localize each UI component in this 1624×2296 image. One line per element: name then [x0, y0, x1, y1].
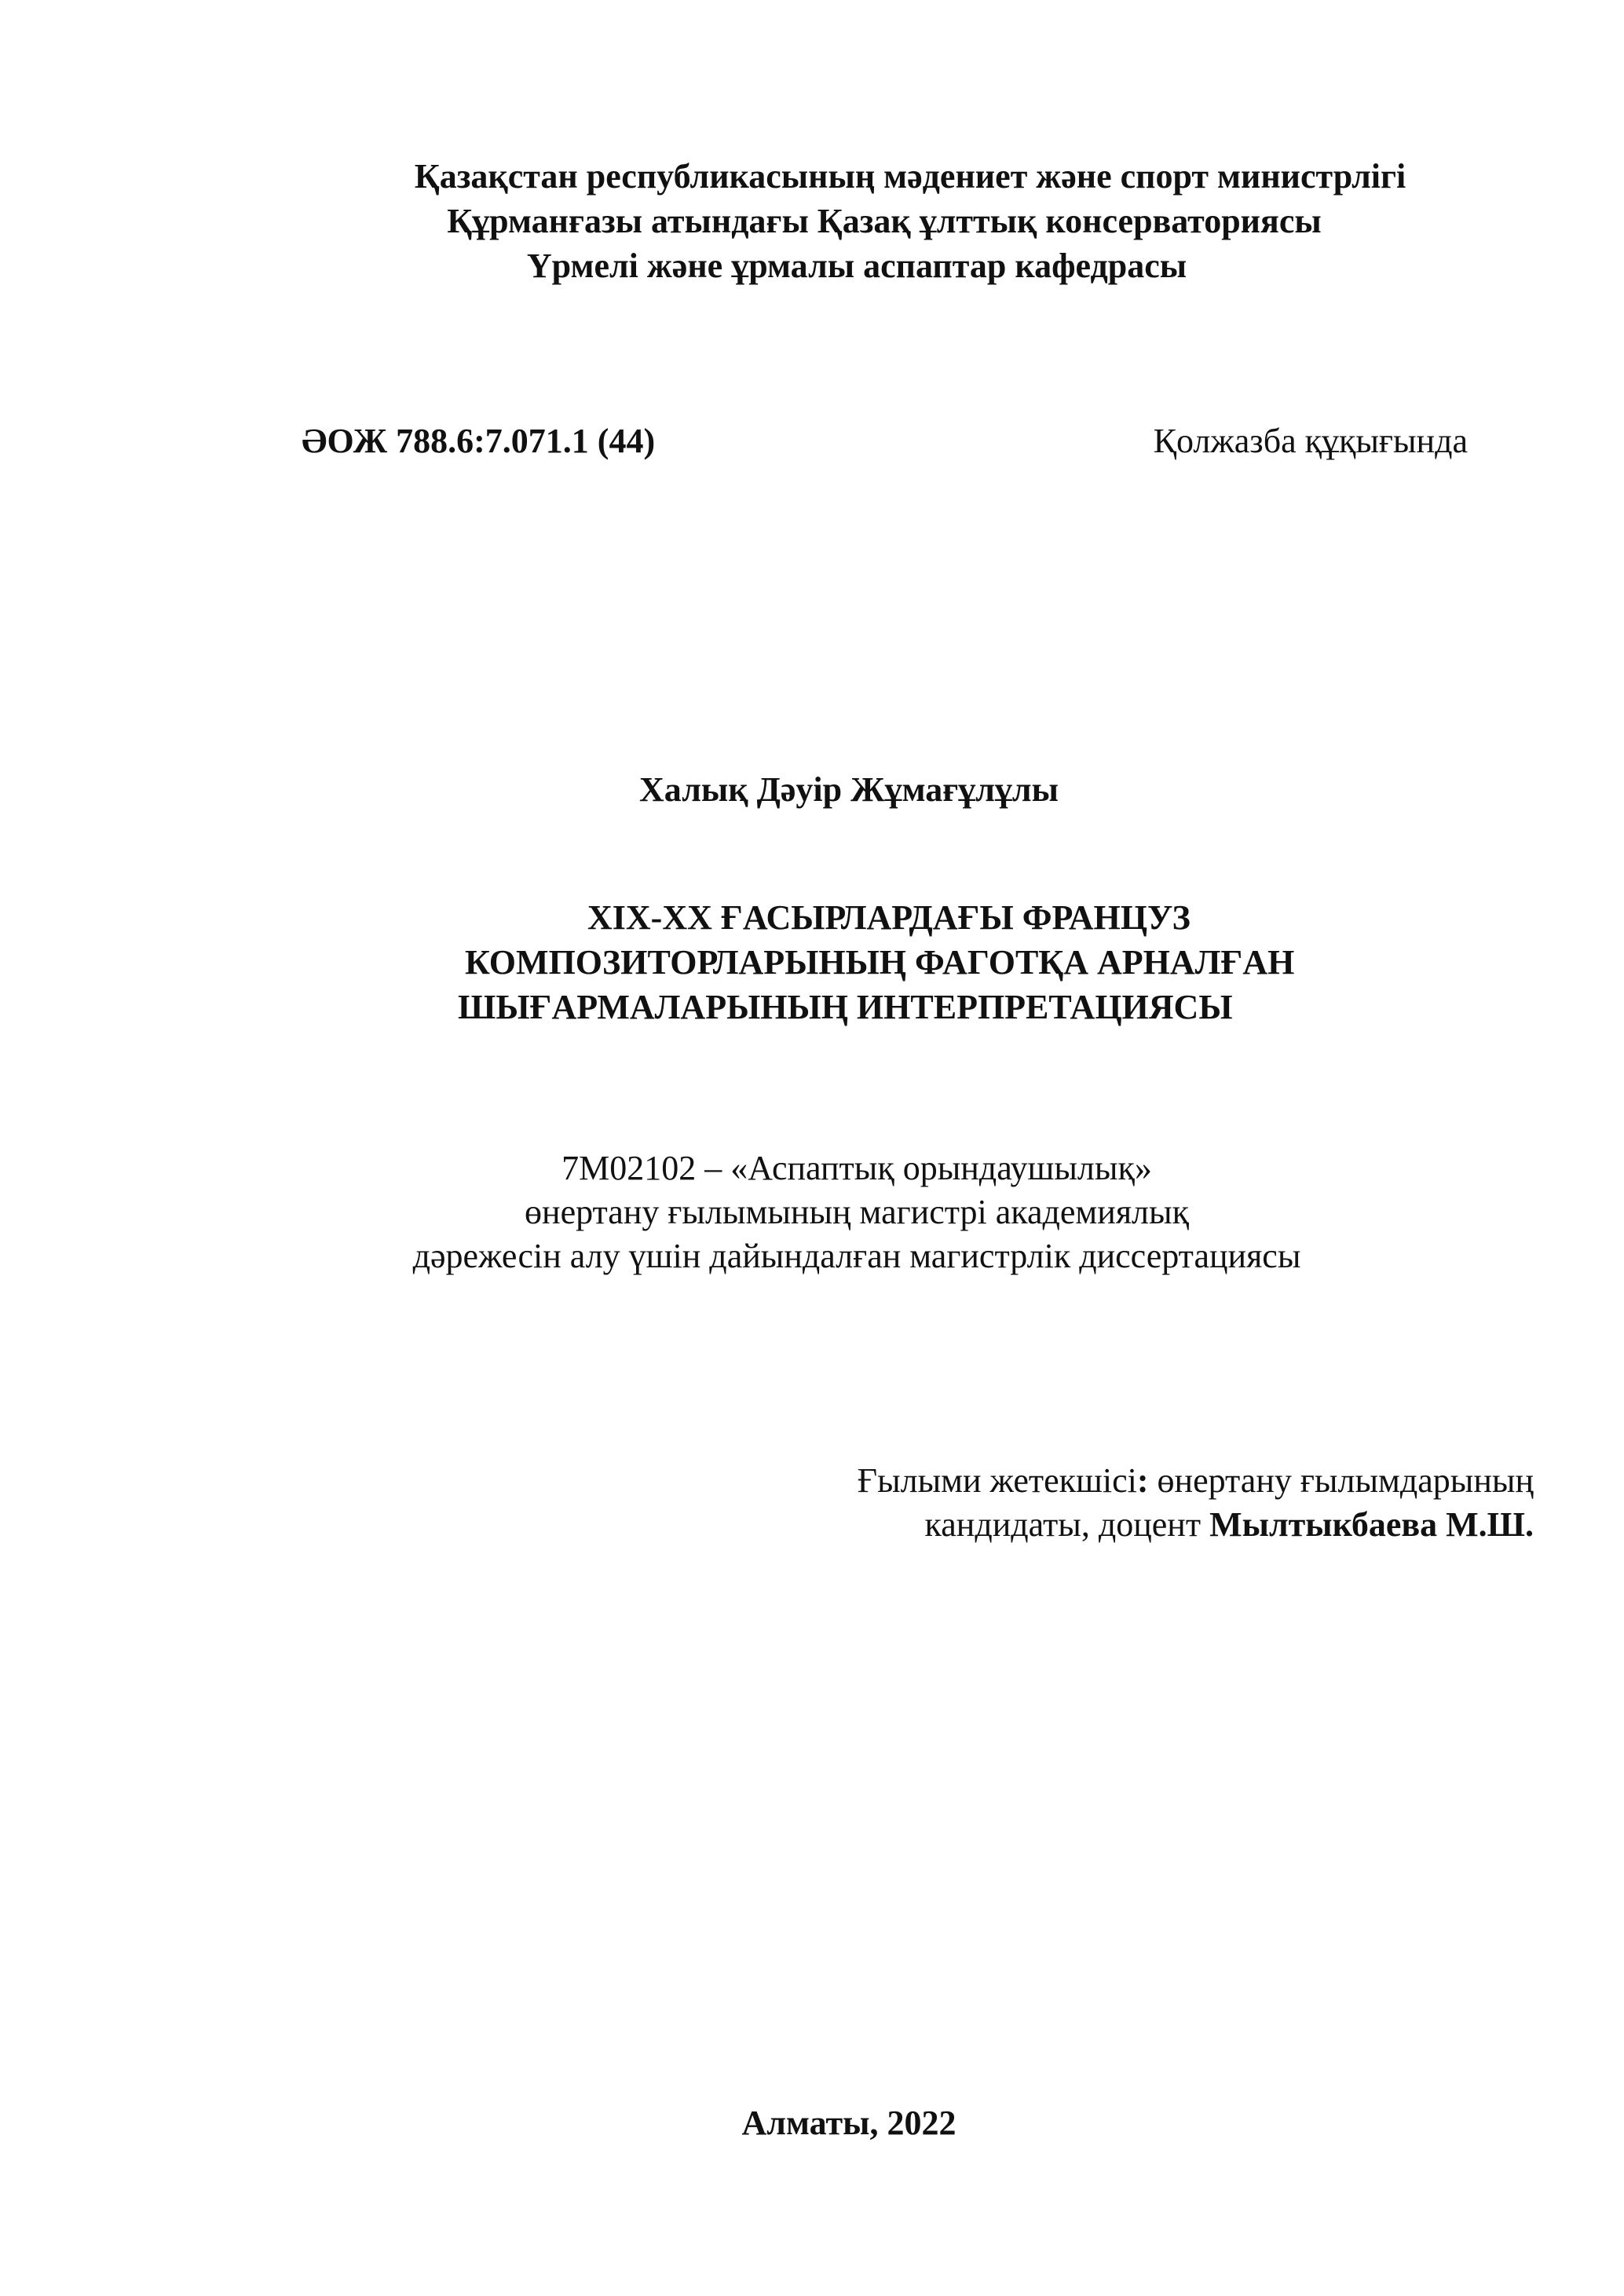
specialty-line-1: 7M02102 – «Аспаптық орындаушылық»	[561, 1149, 1152, 1187]
supervisor-line-2	[858, 1503, 1534, 1547]
thesis-title-line-2: КОМПОЗИТОРЛАРЫНЫҢ ФАГОТҚА АРНАЛҒАН	[465, 943, 1295, 982]
city-year: Алматы, 2022	[741, 2104, 956, 2142]
specialty-description	[0, 1146, 1624, 1278]
specialty-line-3: дәрежесін алу үшін дайындалған магистрлік диссертациясы	[412, 1237, 1301, 1275]
institution-header	[0, 154, 1624, 288]
supervisor-name: Мылтыкбаева М.Ш.	[1209, 1505, 1534, 1544]
ministry-name: Қазақстан республикасының мәдениет және спорт министрлігі	[414, 157, 1406, 196]
thesis-title-line-1: XIX-XX ҒАСЫРЛАРДАҒЫ ФРАНЦУЗ	[587, 898, 1191, 937]
supervisor-label: Ғылыми жетекшісі	[857, 1461, 1137, 1500]
supervisor-colon: :	[1136, 1461, 1149, 1500]
manuscript-rights: Қолжазба құқығында	[1153, 422, 1468, 460]
supervisor-degree: өнертану ғылымдарының	[1148, 1461, 1534, 1500]
author-name: Халық Дәуір Жұмағұлұлы	[639, 770, 1059, 809]
conservatory-name: Құрманғазы атындағы Қазақ ұлттық консерваториясы	[447, 202, 1322, 240]
supervisor-position: кандидаты, доцент	[924, 1505, 1210, 1544]
department-name: Үрмелі және ұрмалы аспаптар кафедрасы	[526, 247, 1187, 285]
thesis-title-line-3: ШЫҒАРМАЛАРЫНЫҢ ИНТЕРПРЕТАЦИЯСЫ	[458, 988, 1233, 1026]
specialty-line-2: өнертану ғылымының магистрі академиялық	[525, 1193, 1189, 1231]
supervisor-line-1	[858, 1459, 1534, 1503]
supervisor-block	[858, 1459, 1534, 1547]
udc-code: ӘОЖ 788.6:7.071.1 (44)	[302, 422, 656, 460]
